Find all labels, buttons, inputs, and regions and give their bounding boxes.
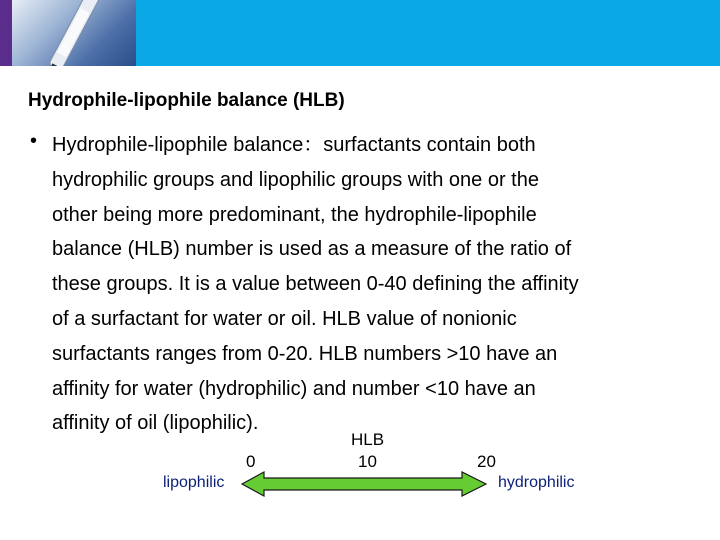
hlb-max-value: 20 [477,452,496,471]
hlb-mid-value: 10 [358,452,377,471]
bullet-line: these groups. It is a value between 0-40 defining the affinity [52,273,579,296]
slide-title: Hydrophile-lipophile balance (HLB) [28,90,345,111]
pipette-photo [12,0,136,66]
header-band [136,0,720,66]
hydrophilic-label: hydrophilic [498,474,575,491]
bullet-line: of a surfactant for water or oil. HLB value of nonionic [52,307,517,330]
bullet-line: surfactants ranges from 0-20. HLB numbers >10 have an [52,342,558,365]
bullet-line: affinity for water (hydrophilic) and number <10 have an [52,377,536,400]
hlb-scale-label: HLB [351,430,385,449]
hlb-min-value: 0 [246,452,256,471]
bullet-line: balance (HLB) number is used as a measure of the ratio of [52,238,572,261]
bullet-mark: • [30,130,38,152]
bullet-line: affinity of oil (lipophilic). [52,412,259,435]
double-arrow-icon [240,470,490,498]
double-arrow-shape [242,472,486,496]
bullet-line: Hydrophile-lipophile balance：surfactants contain both [52,134,536,156]
bullet-line: hydrophilic groups and lipophilic groups with one or the [52,168,539,191]
bullet-line: other being more predominant, the hydrophile-lipophile [52,203,537,226]
bullet-paragraph [52,128,712,441]
header-accent-bar [0,0,12,66]
lipophilic-label: lipophilic [163,474,225,491]
